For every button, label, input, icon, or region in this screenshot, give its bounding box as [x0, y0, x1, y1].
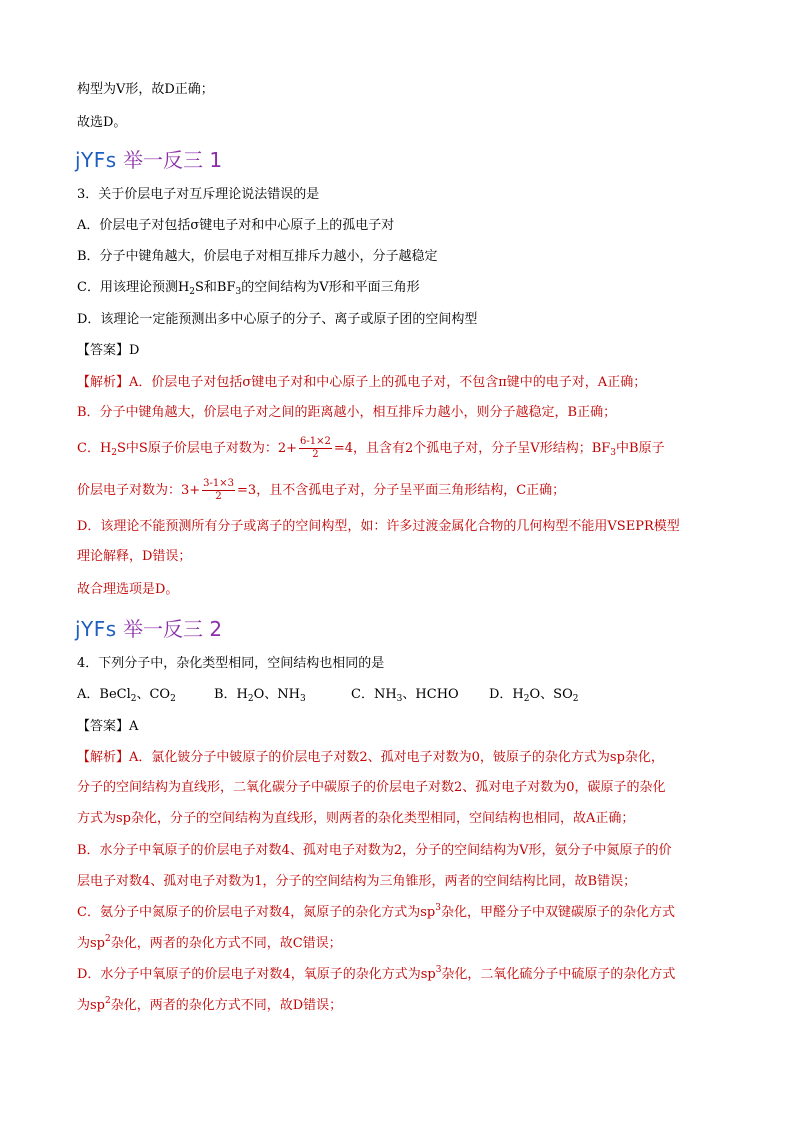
q4-answer: 【答案】A — [77, 719, 139, 734]
q3-explanation-b: B．分子中键角越大，价层电子对之间的距离越小，相互排斥力越小，则分子越稳定，B正确； — [77, 405, 617, 420]
q4-option-a: A．BeCl$_2$、$CO_2$ — [77, 687, 176, 704]
q3-explanation-c1: C．$H_2S$中S原子价层电子对数为：2+ $\frac{6-1\times 2}{2}$ =4，且含有2个孤电子对，分子呈V形结构；$BF_3$中B原子 — [77, 436, 665, 460]
q4-option-c: C．$NH_3$、HCHO — [351, 687, 459, 704]
q3-explanation-d1: D．该理论不能预测所有分子或离子的空间构型，如：许多过渡金属化合物的几何构型不能用VSEPR模型 — [77, 519, 680, 534]
q3-answer: 【答案】D — [77, 343, 140, 358]
q4-explanation-b1: B．水分子中氧原子的价层电子对数4、孤对电子对数为2，分子的空间结构为V形，氨分子中氮原子的价 — [77, 843, 672, 858]
q4-explanation-a1: 【解析】A．氯化铍分子中铍原子的价层电子对数2、孤对电子对数为0，铍原子的杂化方式为sp杂化， — [77, 750, 664, 765]
q4-explanation-d2: 为$sp^2$杂化，两者的杂化方式不同，故D错误； — [77, 996, 343, 1013]
q3-explanation-c2: 价层电子对数为：3+ $\frac{3-1\times 3}{2}$ =3，且不含孤电子对，分子呈平面三角形结构，C正确； — [77, 478, 566, 502]
q4-explanation-c1: C．氨分子中氮原子的价层电子对数4，氮原子的杂化方式为$sp^3$杂化，甲醛分子中双键碳原子的杂化方式 — [77, 903, 675, 920]
q4-options — [77, 687, 578, 703]
q3-option-c: C．用该理论预测$H_2S$和$BF_3$的空间结构为V形和平面三角形 — [77, 280, 420, 297]
q3-explanation-a: 【解析】A．价层电子对包括σ键电子对和中心原子上的孤电子对，不包含π键中的电子对，A正确； — [77, 375, 647, 390]
q4-explanation-b2: 层电子对数4、孤对电子对数为1，分子的空间结构为三角锥形，两者的空间结构比同，故B错误； — [77, 874, 637, 889]
section-logo: jYFs — [75, 148, 117, 172]
q4-option-d: D．$H_2O$、$SO_2$ — [489, 687, 579, 704]
q4-explanation-d1: D．水分子中氧原子的价层电子对数4，氧原子的杂化方式为$sp^3$杂化，二氧化硫分子中硫原子的杂化方式 — [77, 965, 676, 982]
section-number: 1 — [209, 148, 223, 172]
section-heading-1 — [75, 148, 222, 172]
q3-option-a: A．价层电子对包括σ键电子对和中心原子上的孤电子对 — [77, 218, 395, 233]
q4-option-b: B．$H_2O$、$NH_3$ — [214, 687, 306, 704]
fraction: $\frac{6-1\times 2}{2}$ — [300, 436, 331, 460]
q3-option-b: B．分子中键角越大，价层电子对相互排斥力越小，分子越稳定 — [77, 249, 438, 264]
q3-conclusion: 故合理选项是D。 — [77, 582, 179, 597]
section-title: 举一反三 — [123, 617, 204, 641]
q4-explanation-a3: 方式为sp杂化，分子的空间结构为直线形，则两者的杂化类型相同，空间结构也相同，故A正确； — [77, 811, 635, 826]
q3-stem: 3．关于价层电子对互斥理论说法错误的是 — [77, 187, 320, 202]
q4-explanation-a2: 分子的空间结构为直线形，二氧化碳分子中碳原子的价层电子对数2、孤对电子对数为0，碳原子的杂化 — [77, 780, 666, 795]
fraction: $\frac{3-1\times 3}{2}$ — [203, 478, 235, 502]
section-logo: jYFs — [75, 617, 117, 641]
section-heading-2 — [75, 617, 222, 641]
intro-line-2: 故选D。 — [77, 115, 127, 130]
q4-explanation-c2: 为$sp^2$杂化，两者的杂化方式不同，故C错误； — [77, 934, 342, 951]
section-title: 举一反三 — [123, 148, 204, 172]
section-number: 2 — [209, 617, 223, 641]
intro-line-1: 构型为V形，故D正确； — [77, 82, 214, 97]
q4-stem: 4．下列分子中，杂化类型相同，空间结构也相同的是 — [77, 656, 385, 671]
q3-option-d: D．该理论一定能预测出多中心原子的分子、离子或原子团的空间构型 — [77, 312, 478, 327]
q3-explanation-d2: 理论解释，D错误； — [77, 549, 192, 564]
